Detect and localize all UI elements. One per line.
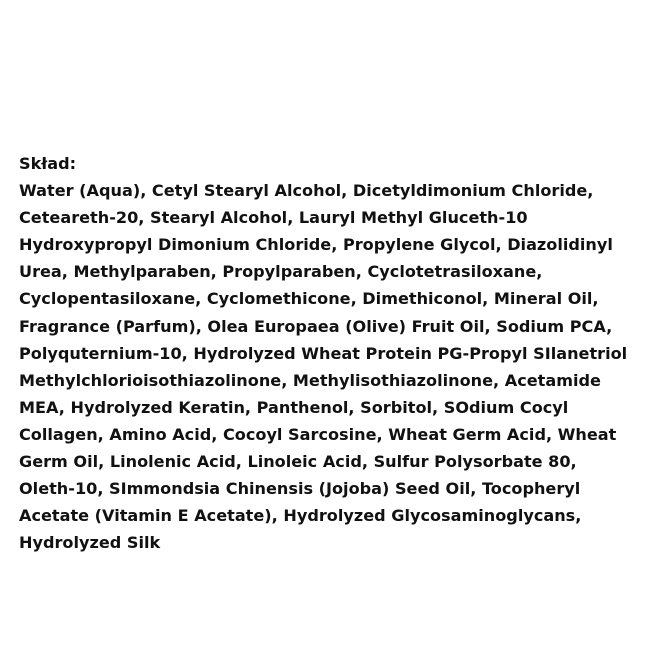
ingredients-block xyxy=(19,150,634,556)
ingredients-line: Cyclopentasiloxane, Cyclomethicone, Dimethiconol, Mineral Oil, xyxy=(19,289,599,309)
ingredients-line: Germ Oil, Linolenic Acid, Linoleic Acid, Sulfur Polysorbate 80, xyxy=(19,452,577,472)
ingredients-line: Collagen, Amino Acid, Cocoyl Sarcosine, Wheat Germ Acid, Wheat xyxy=(19,424,617,444)
ingredients-line: Hydroxypropyl Dimonium Chloride, Propylene Glycol, Diazolidinyl xyxy=(19,235,613,255)
ingredients-line: Urea, Methylparaben, Propylparaben, Cyclotetrasiloxane, xyxy=(19,262,543,282)
ingredients-line: Polyquternium-10, Hydrolyzed Wheat Protein PG-Propyl SIlanetriol xyxy=(19,343,628,363)
ingredients-heading: Skład: xyxy=(19,154,77,173)
ingredients-line: Water (Aqua), Cetyl Stearyl Alcohol, Dicetyldimonium Chloride, xyxy=(19,181,594,201)
ingredients-line: Fragrance (Parfum), Olea Europaea (Olive) Fruit Oil, Sodium PCA, xyxy=(19,316,613,336)
ingredients-line: Oleth-10, SImmondsia Chinensis (Jojoba) Seed Oil, Tocopheryl xyxy=(19,479,581,499)
ingredients-line: Ceteareth-20, Stearyl Alcohol, Lauryl Methyl Gluceth-10 xyxy=(19,208,528,228)
ingredients-line: MEA, Hydrolyzed Keratin, Panthenol, Sorbitol, SOdium Cocyl xyxy=(19,397,569,417)
ingredients-line: Methylchlorioisothiazolinone, Methylisothiazolinone, Acetamide xyxy=(19,370,601,390)
ingredients-line: Acetate (Vitamin E Acetate), Hydrolyzed Glycosaminoglycans, xyxy=(19,506,582,526)
ingredients-line: Hydrolyzed Silk xyxy=(19,533,161,553)
